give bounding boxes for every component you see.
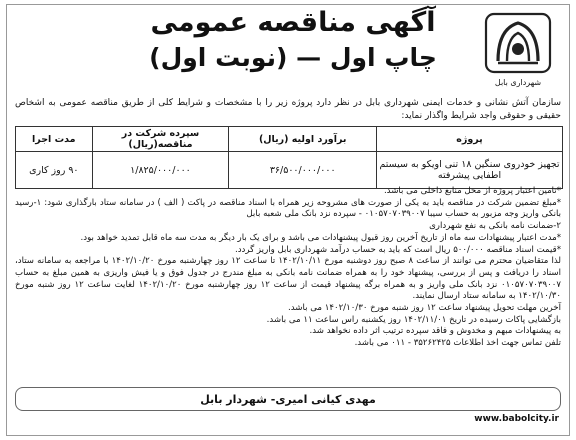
terms-section xyxy=(15,186,561,350)
cell-estimate: ۳۶/۵۰۰/۰۰۰/۰۰۰ xyxy=(229,152,377,189)
tender-table xyxy=(15,126,563,189)
notice-subtitle: (نوبت اول) — چاپ اول xyxy=(149,43,437,72)
column-deposit: سپرده شرکت در مناقصه(ریال) xyxy=(92,127,229,152)
term-funding: *تامین اعتبار پروژه از محل منابع داخلی می باشد. xyxy=(383,186,561,196)
term-validity: *مدت اعتبار پیشنهادات سه ماه از تاریخ آخرین روز قبول پیشنهادات می باشد و برای یک بار دیگر به مدت سه ماه قابل تمدید خواهد بود. xyxy=(80,232,561,243)
logo-caption: شهرداری بابل xyxy=(494,78,542,87)
municipality-logo xyxy=(475,11,561,91)
tender-notice xyxy=(6,4,570,436)
term-deadline: آخرین مهلت تحویل پیشنهاد ساعت ۱۲ روز شنبه مورخ ۱۴۰۲/۱۰/۳۰ می باشد. xyxy=(288,303,561,314)
table-row xyxy=(16,152,563,189)
notice-title: آگهی مناقصه عمومی xyxy=(150,7,436,38)
column-estimate: برآورد اولیه (ریال) xyxy=(229,127,377,152)
signature-bar xyxy=(15,387,561,411)
signature: مهدی کیانی امیری- شهردار بابل xyxy=(200,392,376,406)
table-header-row xyxy=(16,127,563,152)
term-opening: بازگشایی پاکات رسیده در تاریخ ۱۴۰۲/۱۱/۰۱ روز یکشنبه راس ساعت ۱۱ می باشد. xyxy=(266,314,561,325)
cell-deposit: ۱/۸۲۵/۰۰۰/۰۰۰ xyxy=(92,152,229,189)
cell-duration: ۹۰ روز کاری xyxy=(16,152,93,189)
term-invalid-bids: به پیشنهادات مبهم و مخدوش و فاقد سپرده ترتیب اثر داده نخواهد شد. xyxy=(309,326,561,337)
column-duration: مدت اجرا xyxy=(16,127,93,152)
babol-emblem-icon xyxy=(483,11,553,77)
term-bank-guarantee: ۲-ضمانت نامه بانکی به نفع شهرداری xyxy=(429,221,561,232)
website-link[interactable]: www.babolcity.ir xyxy=(474,414,559,424)
term-guarantee: *مبلغ تضمین شرکت در مناقصه باید به یکی از صورت های مشروحه زیر همراه با اسناد مناقصه در پاکت ( الف ) در سامانه ستاد بارگذاری شود: ۱-رسید بانکی واریز وجه مزبور به حساب سیبا ۰۱۰۵۷۰۷۰۳۹۰۰۷ - سپرده نزد بانک ملی شعبه بابل xyxy=(15,197,561,220)
term-procedure: لذا متقاضیان محترم می توانند از ساعت ۸ صبح روز دوشنبه مورخ ۱۴۰۲/۱۰/۱۱ تا ساعت ۱۲ روز چهارشنبه مورخ ۱۴۰۲/۱۰/۲۰ با مراجعه به سامانه ستاد، اسناد را دریافت و پس از بررسی، پیشنهاد خود را به همراه ضمانت نامه بانکی به مبلغ مندرج در جدول فوق و یا فیش واریزی به همین مبلغ به حساب ۰۱۰۵۷۰۷۰۳۹۰۰۷ نزد بانک ملی واریز و به همراه برگه پیشنهاد قیمت از ساعت ۱۲ روز چهارشنبه مورخ ۱۴۰۲/۱۰/۲۰ لغایت ساعت ۱۲ روز شنبه مورخ ۱۴۰۲/۱۰/۳۰ به سامانه ستاد ارسال نمایند. xyxy=(15,256,562,302)
cell-project: تجهیز خودروی سنگین ۱۸ تنی اویکو به سیستم اطفایی پیشرفته xyxy=(377,152,563,189)
term-document-price: *قیمت اسناد مناقصه ۵۰۰/۰۰۰ ریال است که باید به حساب درآمد شهرداری بابل واریز گردد. xyxy=(234,244,561,255)
term-contact: تلفن تماس جهت اخذ اطلاعات ۳۵۲۶۲۴۲۵ - ۰۱۱ می باشد. xyxy=(354,338,561,349)
column-project: پروژه xyxy=(377,127,563,152)
intro-paragraph: سازمان آتش نشانی و خدمات ایمنی شهرداری بابل در نظر دارد پروژه زیر را با مشخصات و شرایط کلی از طریق مناقصه عمومی به اشخاص حقیقی و حقوقی واجد شرایط واگذار نماید: xyxy=(15,98,561,121)
